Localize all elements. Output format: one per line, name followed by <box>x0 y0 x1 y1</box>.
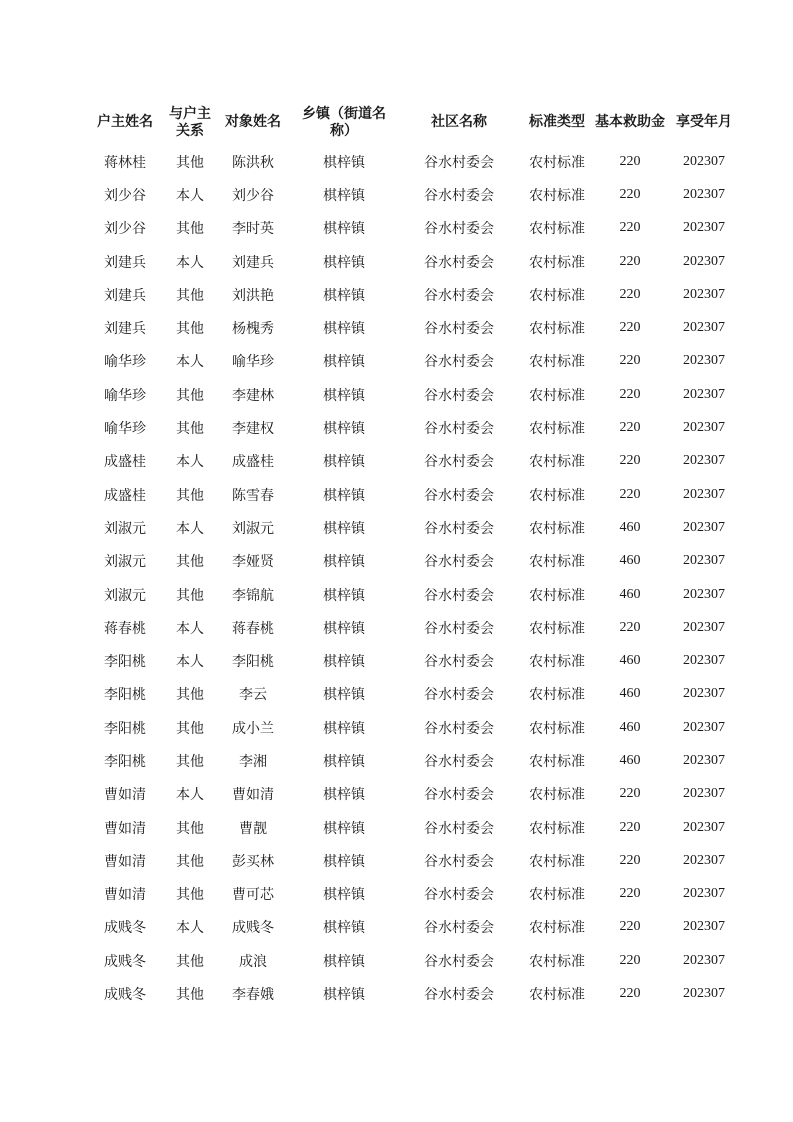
table-row <box>84 278 740 311</box>
cell-township: 棋梓镇 <box>323 654 365 671</box>
cell-householder-name: 成盛桂 <box>104 454 146 471</box>
cell-basic-allowance: 220 <box>619 153 641 169</box>
cell-township: 棋梓镇 <box>323 354 365 371</box>
cell-relation: 其他 <box>176 221 204 238</box>
cell-township: 棋梓镇 <box>323 421 365 438</box>
cell-community: 谷水村委会 <box>424 454 494 471</box>
table-row <box>84 911 740 944</box>
cell-recipient-name: 成小兰 <box>232 720 274 737</box>
cell-standard-type: 农村标准 <box>529 520 585 537</box>
cell-recipient-name: 陈雪春 <box>232 487 274 504</box>
cell-standard-type: 农村标准 <box>529 820 585 837</box>
cell-householder-name: 李阳桃 <box>104 720 146 737</box>
cell-relation: 本人 <box>176 354 204 371</box>
cell-recipient-name: 刘建兵 <box>232 254 274 271</box>
cell-relation: 其他 <box>176 820 204 837</box>
cell-basic-allowance: 220 <box>619 919 641 935</box>
cell-period: 202307 <box>683 786 725 802</box>
cell-relation: 本人 <box>176 187 204 204</box>
table-row <box>84 378 740 411</box>
cell-period: 202307 <box>683 653 725 669</box>
cell-period: 202307 <box>683 519 725 535</box>
cell-standard-type: 农村标准 <box>529 987 585 1004</box>
cell-township: 棋梓镇 <box>323 254 365 271</box>
cell-recipient-name: 李春娥 <box>232 987 274 1004</box>
cell-recipient-name: 杨槐秀 <box>232 321 274 338</box>
cell-relation: 其他 <box>176 687 204 704</box>
cell-basic-allowance: 220 <box>619 253 641 269</box>
header-community: 社区名称 <box>431 114 487 130</box>
cell-standard-type: 农村标准 <box>529 487 585 504</box>
cell-relation: 其他 <box>176 554 204 571</box>
header-township: 乡镇（街道名称） <box>302 105 386 139</box>
cell-householder-name: 喻华珍 <box>104 354 146 371</box>
table-row <box>84 844 740 877</box>
table-row <box>84 212 740 245</box>
cell-period: 202307 <box>683 153 725 169</box>
cell-standard-type: 农村标准 <box>529 620 585 637</box>
cell-period: 202307 <box>683 919 725 935</box>
cell-relation: 其他 <box>176 887 204 904</box>
table-row <box>84 811 740 844</box>
cell-community: 谷水村委会 <box>424 853 494 870</box>
cell-recipient-name: 蒋春桃 <box>232 620 274 637</box>
cell-recipient-name: 刘洪艳 <box>232 287 274 304</box>
cell-basic-allowance: 460 <box>619 719 641 735</box>
cell-township: 棋梓镇 <box>323 520 365 537</box>
cell-township: 棋梓镇 <box>323 154 365 171</box>
cell-standard-type: 农村标准 <box>529 554 585 571</box>
cell-township: 棋梓镇 <box>323 620 365 637</box>
cell-period: 202307 <box>683 220 725 236</box>
header-householder-name: 户主姓名 <box>97 114 153 130</box>
table-row <box>84 411 740 444</box>
cell-community: 谷水村委会 <box>424 920 494 937</box>
cell-township: 棋梓镇 <box>323 221 365 238</box>
cell-community: 谷水村委会 <box>424 820 494 837</box>
table-header <box>84 100 740 145</box>
cell-basic-allowance: 220 <box>619 286 641 302</box>
table-body <box>84 145 740 1011</box>
cell-community: 谷水村委会 <box>424 520 494 537</box>
cell-standard-type: 农村标准 <box>529 454 585 471</box>
cell-householder-name: 曹如清 <box>104 787 146 804</box>
table-row <box>84 744 740 777</box>
cell-recipient-name: 刘少谷 <box>232 187 274 204</box>
cell-township: 棋梓镇 <box>323 287 365 304</box>
cell-relation: 本人 <box>176 520 204 537</box>
cell-basic-allowance: 220 <box>619 353 641 369</box>
cell-period: 202307 <box>683 886 725 902</box>
cell-householder-name: 蒋林桂 <box>104 154 146 171</box>
cell-township: 棋梓镇 <box>323 687 365 704</box>
cell-period: 202307 <box>683 353 725 369</box>
cell-standard-type: 农村标准 <box>529 953 585 970</box>
cell-township: 棋梓镇 <box>323 787 365 804</box>
cell-relation: 本人 <box>176 654 204 671</box>
cell-community: 谷水村委会 <box>424 321 494 338</box>
cell-community: 谷水村委会 <box>424 421 494 438</box>
cell-householder-name: 刘淑元 <box>104 520 146 537</box>
cell-standard-type: 农村标准 <box>529 753 585 770</box>
cell-period: 202307 <box>683 986 725 1002</box>
cell-period: 202307 <box>683 186 725 202</box>
cell-basic-allowance: 460 <box>619 686 641 702</box>
cell-community: 谷水村委会 <box>424 654 494 671</box>
cell-householder-name: 李阳桃 <box>104 654 146 671</box>
cell-period: 202307 <box>683 952 725 968</box>
cell-standard-type: 农村标准 <box>529 787 585 804</box>
cell-householder-name: 成贱冬 <box>104 920 146 937</box>
cell-standard-type: 农村标准 <box>529 354 585 371</box>
cell-basic-allowance: 220 <box>619 453 641 469</box>
cell-period: 202307 <box>683 253 725 269</box>
cell-basic-allowance: 220 <box>619 420 641 436</box>
table-row <box>84 678 740 711</box>
cell-relation: 其他 <box>176 953 204 970</box>
cell-basic-allowance: 220 <box>619 386 641 402</box>
table-row <box>84 311 740 344</box>
cell-standard-type: 农村标准 <box>529 387 585 404</box>
cell-township: 棋梓镇 <box>323 920 365 937</box>
cell-township: 棋梓镇 <box>323 953 365 970</box>
cell-period: 202307 <box>683 553 725 569</box>
cell-householder-name: 成盛桂 <box>104 487 146 504</box>
cell-relation: 本人 <box>176 254 204 271</box>
cell-community: 谷水村委会 <box>424 554 494 571</box>
cell-standard-type: 农村标准 <box>529 720 585 737</box>
cell-standard-type: 农村标准 <box>529 587 585 604</box>
cell-standard-type: 农村标准 <box>529 187 585 204</box>
cell-basic-allowance: 220 <box>619 886 641 902</box>
cell-standard-type: 农村标准 <box>529 887 585 904</box>
table-row <box>84 578 740 611</box>
cell-basic-allowance: 220 <box>619 786 641 802</box>
cell-recipient-name: 李湘 <box>239 753 267 770</box>
cell-basic-allowance: 220 <box>619 986 641 1002</box>
cell-standard-type: 农村标准 <box>529 287 585 304</box>
cell-recipient-name: 刘淑元 <box>232 520 274 537</box>
cell-householder-name: 刘建兵 <box>104 321 146 338</box>
cell-basic-allowance: 460 <box>619 553 641 569</box>
cell-community: 谷水村委会 <box>424 953 494 970</box>
table-row <box>84 644 740 677</box>
header-standard-type: 标准类型 <box>529 114 585 130</box>
cell-basic-allowance: 220 <box>619 220 641 236</box>
cell-period: 202307 <box>683 420 725 436</box>
cell-relation: 本人 <box>176 920 204 937</box>
cell-township: 棋梓镇 <box>323 554 365 571</box>
table-row <box>84 944 740 977</box>
cell-community: 谷水村委会 <box>424 354 494 371</box>
cell-period: 202307 <box>683 719 725 735</box>
table-row <box>84 345 740 378</box>
cell-period: 202307 <box>683 619 725 635</box>
cell-standard-type: 农村标准 <box>529 421 585 438</box>
cell-period: 202307 <box>683 686 725 702</box>
cell-standard-type: 农村标准 <box>529 154 585 171</box>
cell-recipient-name: 成浪 <box>239 953 267 970</box>
cell-householder-name: 刘建兵 <box>104 254 146 271</box>
cell-householder-name: 李阳桃 <box>104 753 146 770</box>
cell-householder-name: 曹如清 <box>104 853 146 870</box>
cell-township: 棋梓镇 <box>323 853 365 870</box>
cell-relation: 其他 <box>176 321 204 338</box>
cell-recipient-name: 李建权 <box>232 421 274 438</box>
header-basic-allowance: 基本救助金 <box>595 114 665 130</box>
cell-community: 谷水村委会 <box>424 221 494 238</box>
cell-township: 棋梓镇 <box>323 820 365 837</box>
cell-householder-name: 喻华珍 <box>104 387 146 404</box>
cell-basic-allowance: 460 <box>619 752 641 768</box>
cell-basic-allowance: 220 <box>619 819 641 835</box>
cell-standard-type: 农村标准 <box>529 321 585 338</box>
cell-householder-name: 刘少谷 <box>104 187 146 204</box>
cell-relation: 其他 <box>176 720 204 737</box>
cell-householder-name: 李阳桃 <box>104 687 146 704</box>
cell-relation: 本人 <box>176 620 204 637</box>
cell-township: 棋梓镇 <box>323 720 365 737</box>
cell-township: 棋梓镇 <box>323 387 365 404</box>
cell-community: 谷水村委会 <box>424 254 494 271</box>
cell-relation: 其他 <box>176 154 204 171</box>
cell-householder-name: 成贱冬 <box>104 987 146 1004</box>
cell-recipient-name: 喻华珍 <box>232 354 274 371</box>
cell-community: 谷水村委会 <box>424 287 494 304</box>
cell-recipient-name: 李娅贤 <box>232 554 274 571</box>
cell-township: 棋梓镇 <box>323 987 365 1004</box>
cell-standard-type: 农村标准 <box>529 221 585 238</box>
cell-community: 谷水村委会 <box>424 987 494 1004</box>
cell-basic-allowance: 460 <box>619 586 641 602</box>
cell-householder-name: 成贱冬 <box>104 953 146 970</box>
cell-relation: 其他 <box>176 987 204 1004</box>
table-row <box>84 878 740 911</box>
cell-period: 202307 <box>683 320 725 336</box>
cell-householder-name: 喻华珍 <box>104 421 146 438</box>
table-row <box>84 511 740 544</box>
cell-householder-name: 刘建兵 <box>104 287 146 304</box>
cell-recipient-name: 曹靓 <box>239 820 267 837</box>
cell-basic-allowance: 220 <box>619 619 641 635</box>
cell-householder-name: 刘淑元 <box>104 554 146 571</box>
cell-relation: 其他 <box>176 853 204 870</box>
cell-relation: 其他 <box>176 287 204 304</box>
cell-recipient-name: 李锦航 <box>232 587 274 604</box>
header-recipient-name: 对象姓名 <box>225 114 281 130</box>
cell-basic-allowance: 220 <box>619 320 641 336</box>
cell-township: 棋梓镇 <box>323 887 365 904</box>
cell-recipient-name: 曹如清 <box>232 787 274 804</box>
cell-township: 棋梓镇 <box>323 321 365 338</box>
cell-recipient-name: 彭买林 <box>232 853 274 870</box>
cell-recipient-name: 李时英 <box>232 221 274 238</box>
cell-relation: 本人 <box>176 454 204 471</box>
cell-recipient-name: 成盛桂 <box>232 454 274 471</box>
cell-householder-name: 曹如清 <box>104 887 146 904</box>
cell-relation: 本人 <box>176 787 204 804</box>
cell-community: 谷水村委会 <box>424 187 494 204</box>
relief-recipients-table <box>84 100 740 1011</box>
cell-community: 谷水村委会 <box>424 753 494 770</box>
cell-standard-type: 农村标准 <box>529 687 585 704</box>
cell-community: 谷水村委会 <box>424 787 494 804</box>
cell-community: 谷水村委会 <box>424 620 494 637</box>
cell-township: 棋梓镇 <box>323 187 365 204</box>
cell-period: 202307 <box>683 453 725 469</box>
cell-recipient-name: 李云 <box>239 687 267 704</box>
cell-township: 棋梓镇 <box>323 454 365 471</box>
cell-period: 202307 <box>683 486 725 502</box>
cell-period: 202307 <box>683 752 725 768</box>
cell-recipient-name: 曹可芯 <box>232 887 274 904</box>
cell-township: 棋梓镇 <box>323 587 365 604</box>
cell-community: 谷水村委会 <box>424 887 494 904</box>
cell-relation: 其他 <box>176 487 204 504</box>
table-row <box>84 977 740 1010</box>
cell-householder-name: 蒋春桃 <box>104 620 146 637</box>
header-row <box>84 100 740 145</box>
cell-period: 202307 <box>683 286 725 302</box>
table-row <box>84 545 740 578</box>
cell-community: 谷水村委会 <box>424 720 494 737</box>
cell-standard-type: 农村标准 <box>529 254 585 271</box>
cell-standard-type: 农村标准 <box>529 920 585 937</box>
cell-relation: 其他 <box>176 387 204 404</box>
cell-basic-allowance: 460 <box>619 653 641 669</box>
table-row <box>84 445 740 478</box>
cell-basic-allowance: 220 <box>619 186 641 202</box>
cell-period: 202307 <box>683 586 725 602</box>
cell-relation: 其他 <box>176 587 204 604</box>
cell-community: 谷水村委会 <box>424 587 494 604</box>
cell-relation: 其他 <box>176 421 204 438</box>
cell-recipient-name: 李建林 <box>232 387 274 404</box>
cell-householder-name: 曹如清 <box>104 820 146 837</box>
cell-basic-allowance: 460 <box>619 519 641 535</box>
cell-community: 谷水村委会 <box>424 687 494 704</box>
table-row <box>84 245 740 278</box>
cell-township: 棋梓镇 <box>323 487 365 504</box>
header-period: 享受年月 <box>676 114 732 130</box>
cell-basic-allowance: 220 <box>619 486 641 502</box>
cell-basic-allowance: 220 <box>619 952 641 968</box>
cell-recipient-name: 李阳桃 <box>232 654 274 671</box>
header-relation: 与户主关系 <box>169 105 211 139</box>
table-row <box>84 178 740 211</box>
cell-householder-name: 刘淑元 <box>104 587 146 604</box>
table-row <box>84 711 740 744</box>
cell-householder-name: 刘少谷 <box>104 221 146 238</box>
cell-recipient-name: 陈洪秋 <box>232 154 274 171</box>
cell-community: 谷水村委会 <box>424 387 494 404</box>
cell-period: 202307 <box>683 386 725 402</box>
cell-standard-type: 农村标准 <box>529 853 585 870</box>
cell-period: 202307 <box>683 852 725 868</box>
cell-township: 棋梓镇 <box>323 753 365 770</box>
table-row <box>84 611 740 644</box>
table-row <box>84 778 740 811</box>
cell-relation: 其他 <box>176 753 204 770</box>
cell-community: 谷水村委会 <box>424 154 494 171</box>
cell-standard-type: 农村标准 <box>529 654 585 671</box>
cell-period: 202307 <box>683 819 725 835</box>
cell-recipient-name: 成贱冬 <box>232 920 274 937</box>
cell-community: 谷水村委会 <box>424 487 494 504</box>
table-row <box>84 145 740 178</box>
cell-basic-allowance: 220 <box>619 852 641 868</box>
table-row <box>84 478 740 511</box>
